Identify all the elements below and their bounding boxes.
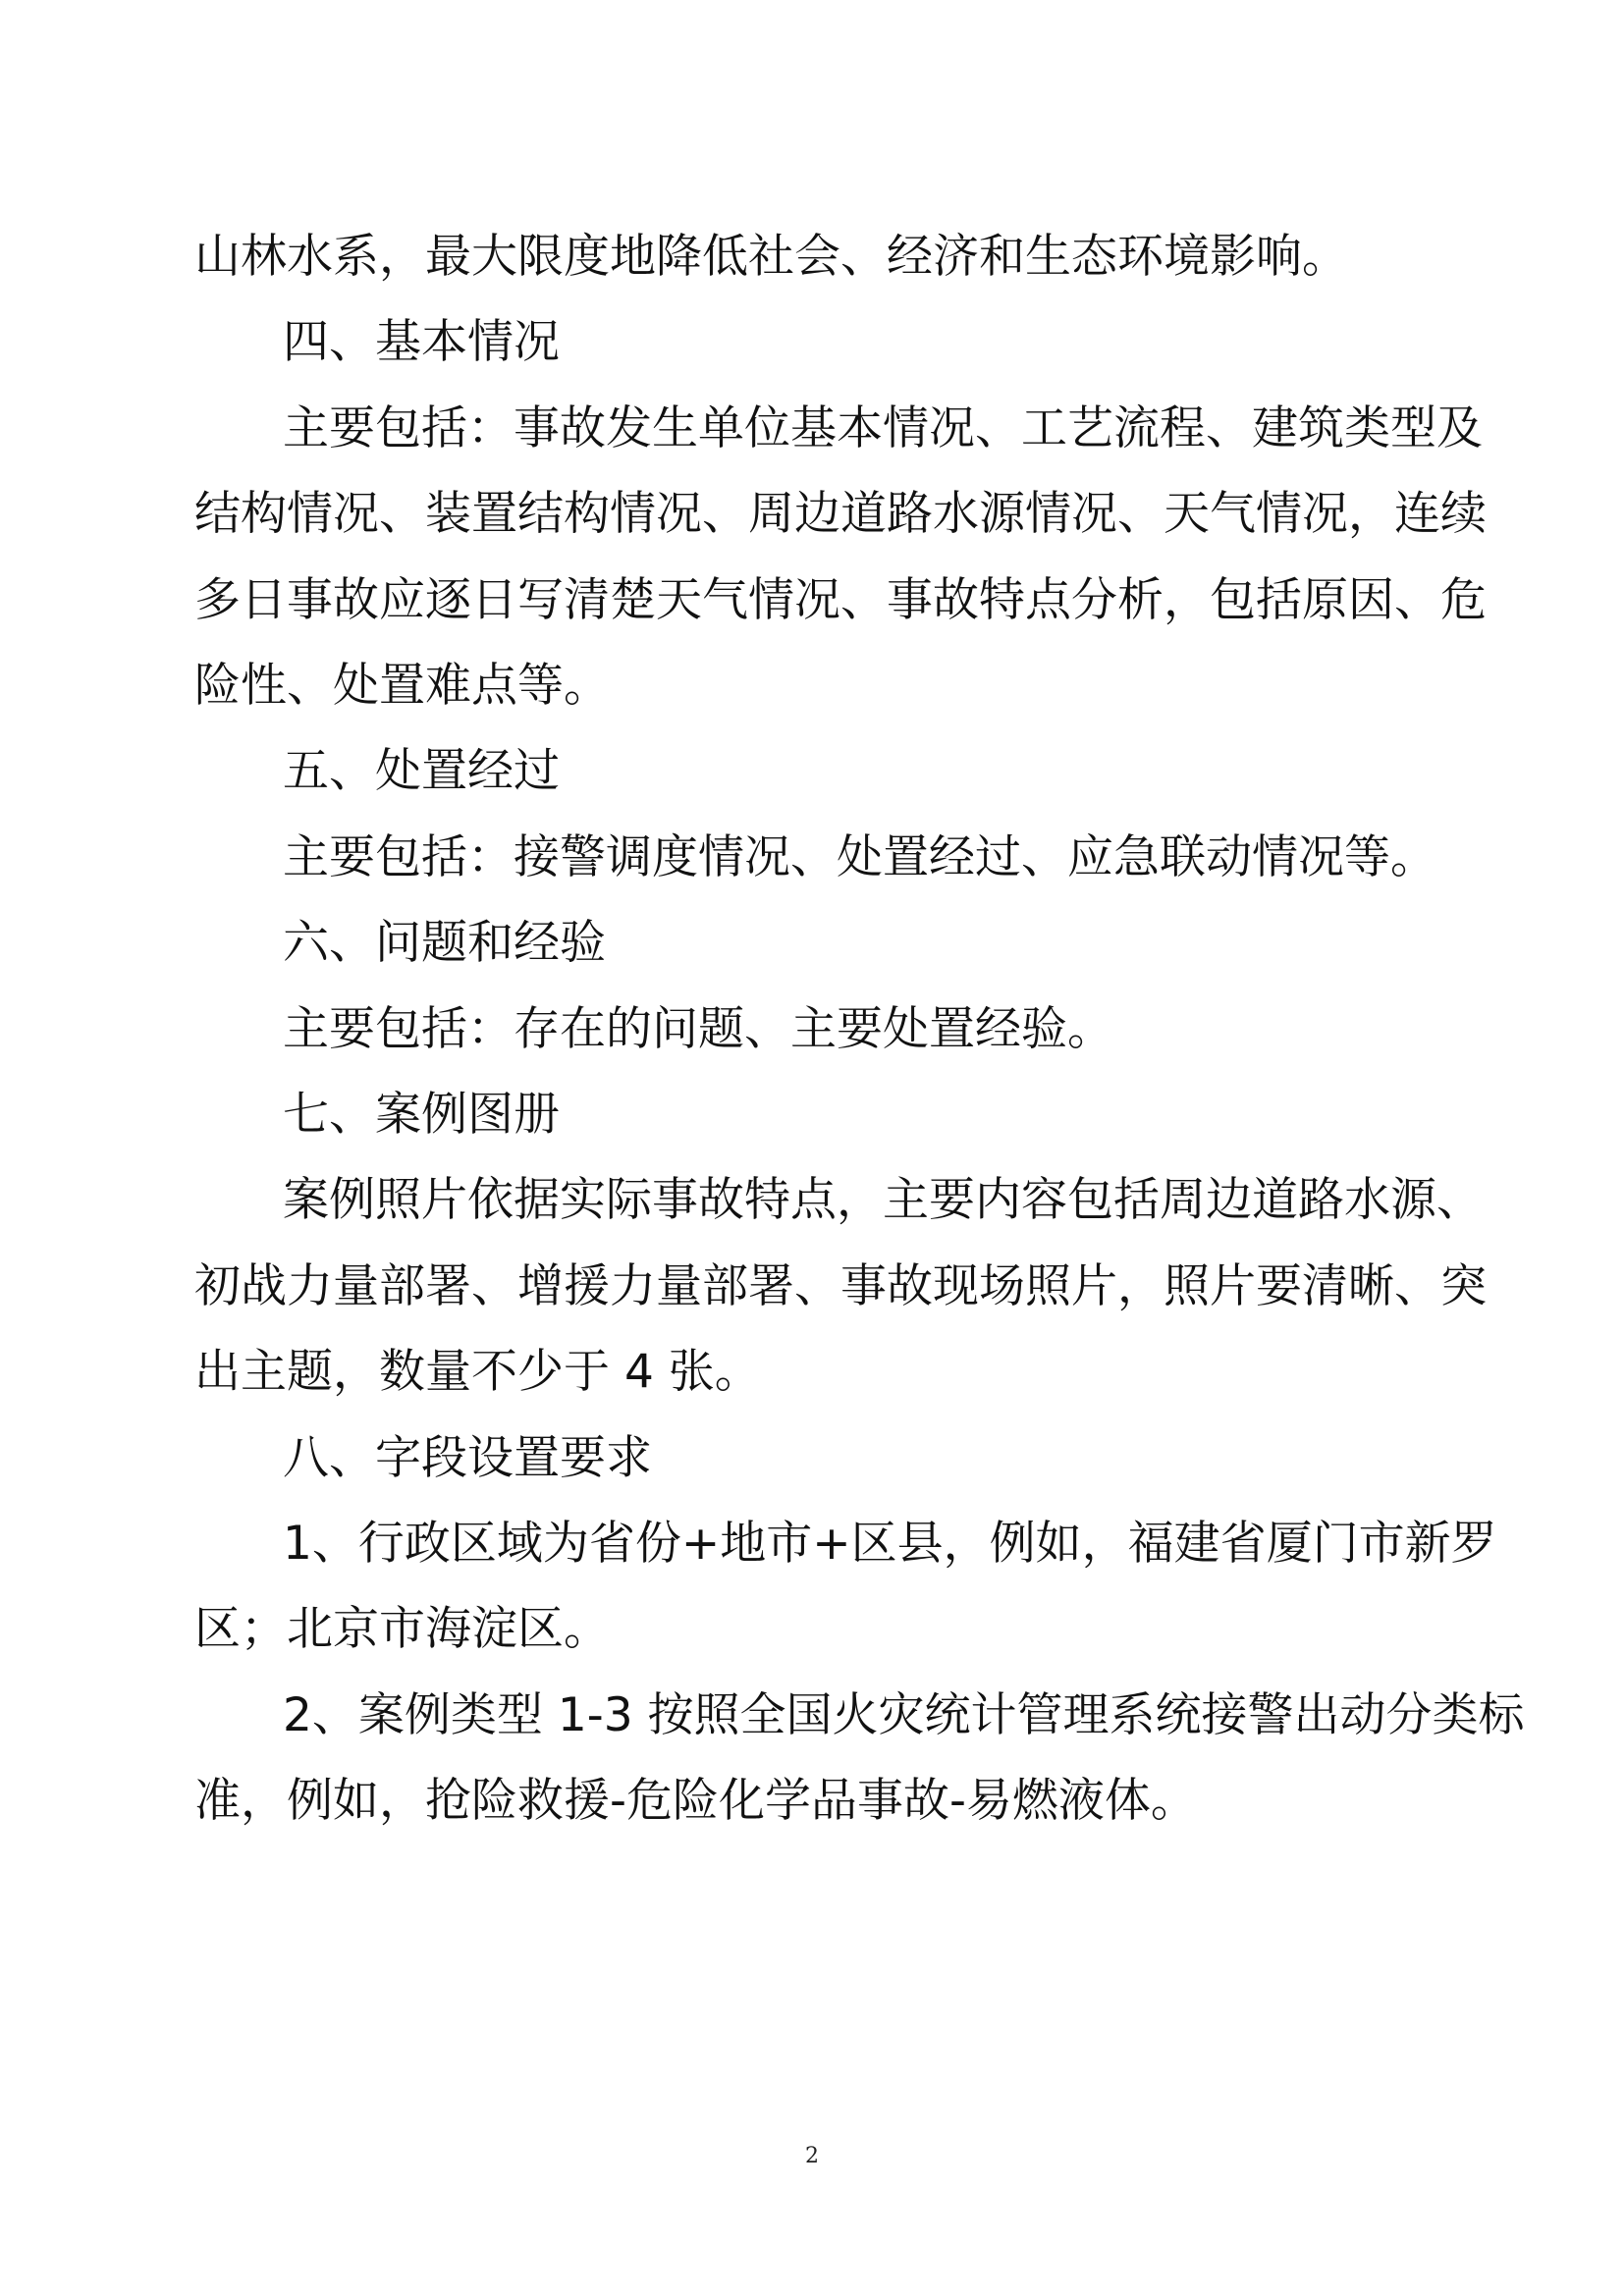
page-number: 2 [805,2144,819,2168]
section-7-line: 初战力量部署、增援力量部署、事故现场照片，照片要清晰、突 [194,1259,1487,1313]
section-6-heading: 六、问题和经验 [283,916,606,970]
section-7-heading: 七、案例图册 [283,1088,560,1142]
section-4-heading: 四、基本情况 [283,315,560,369]
paragraph-intro-tail: 山林水系，最大限度地降低社会、经济和生态环境影响。 [194,230,1348,284]
section-5-line: 主要包括：接警调度情况、处置经过、应急联动情况等。 [283,830,1436,884]
section-7-line: 案例照片依据实际事故特点，主要内容包括周边道路水源、 [283,1173,1483,1227]
section-8-heading: 八、字段设置要求 [283,1431,652,1485]
section-4-line: 主要包括：事故发生单位基本情况、工艺流程、建筑类型及 [283,401,1483,455]
section-5-heading: 五、处置经过 [283,744,560,798]
section-8-item-1-line: 1、行政区域为省份+地市+区县，例如，福建省厦门市新罗 [283,1517,1497,1571]
section-6-line: 主要包括：存在的问题、主要处置经验。 [283,1002,1113,1056]
section-8-item-2-line: 准，例如，抢险救援-危险化学品事故-易燃液体。 [194,1774,1197,1828]
section-4-line: 结构情况、装置结构情况、周边道路水源情况、天气情况，连续 [194,487,1487,541]
section-7-line: 出主题，数量不少于 4 张。 [194,1345,761,1399]
section-8-item-2-line: 2、案例类型 1-3 按照全国火灾统计管理系统接警出动分类标 [283,1688,1525,1742]
section-4-line: 多日事故应逐日写清楚天气情况、事故特点分析，包括原因、危 [194,573,1487,627]
section-8-item-1-line: 区；北京市海淀区。 [194,1602,610,1656]
section-4-line: 险性、处置难点等。 [194,659,610,713]
